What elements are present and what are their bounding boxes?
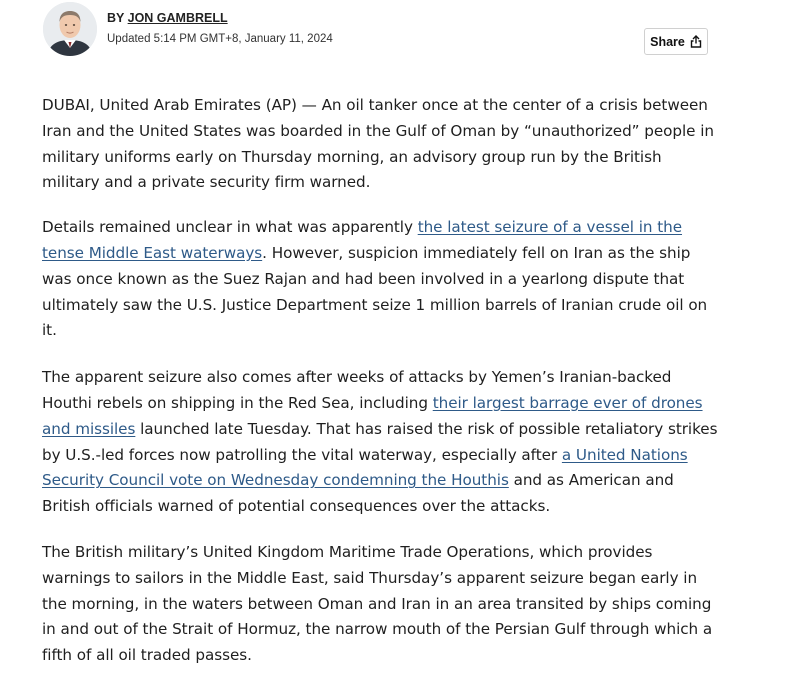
paragraph-4: The British military’s United Kingdom Maritime Trade Operations, which provides warnings to sailors in the Middle East, said Thursday’s apparent seizure began early in the morning, in the waters between Oman and Iran in an area transited by ships coming in and out of the Strait of Hormuz, the narrow mouth of the Persian Gulf through which a fifth of all oil traded passes. (42, 542, 713, 665)
author-avatar[interactable] (43, 2, 97, 56)
updated-timestamp: Updated 5:14 PM GMT+8, January 11, 2024 (107, 33, 333, 45)
byline-prefix: BY (107, 11, 128, 25)
link-latest-seizure[interactable]: the latest seizure of a vessel in the tense Middle East waterways (42, 218, 683, 262)
paragraph-3-text-middle: launched late Tuesday. That has raised the risk of possible retaliatory strikes by U.S.-led forces now patrolling the vital waterway, especially after (42, 419, 718, 464)
paragraph-3-text-before: The apparent seizure also comes after weeks of attacks by Yemen’s Iranian-backed Houthi rebels on shipping in the Red Sea, including (42, 368, 672, 412)
paragraph-3 (42, 365, 722, 520)
link-un-security-council-vote[interactable]: a United Nations Security Council vote on Wednesday condemning the Houthis (42, 445, 688, 490)
paragraph-3-text-after: and as American and British officials warned of potential consequences over the attacks. (42, 471, 674, 516)
paragraph-1: DUBAI, United Arab Emirates (AP) — An oil tanker once at the center of a crisis between Iran and the United States was boarded in the Gulf of Oman by “unauthorized” people in military uniforms early on Thursday morning, an advisory group run by the British military and a private security firm warned. (42, 96, 714, 192)
share-button[interactable] (644, 28, 708, 55)
share-icon (690, 35, 702, 48)
byline (107, 11, 228, 25)
paragraph-2-text-before: Details remained unclear in what was apparently (42, 218, 418, 237)
paragraph-2-text-after: . However, suspicion immediately fell on Iran as the ship was once known as the Suez Rajan and had been involved in a yearlong dispute that ultimately saw the U.S. Justice Department seize 1 million barrels of Iranian crude oil on it. (42, 243, 708, 340)
link-largest-barrage[interactable]: their largest barrage ever of drones and missiles (42, 393, 703, 438)
paragraph-2 (42, 215, 722, 344)
article-body (42, 93, 722, 680)
share-label: Share (650, 34, 685, 49)
author-link[interactable]: JON GAMBRELL (127, 11, 228, 25)
article-header (43, 2, 713, 58)
author-photo (43, 2, 97, 56)
